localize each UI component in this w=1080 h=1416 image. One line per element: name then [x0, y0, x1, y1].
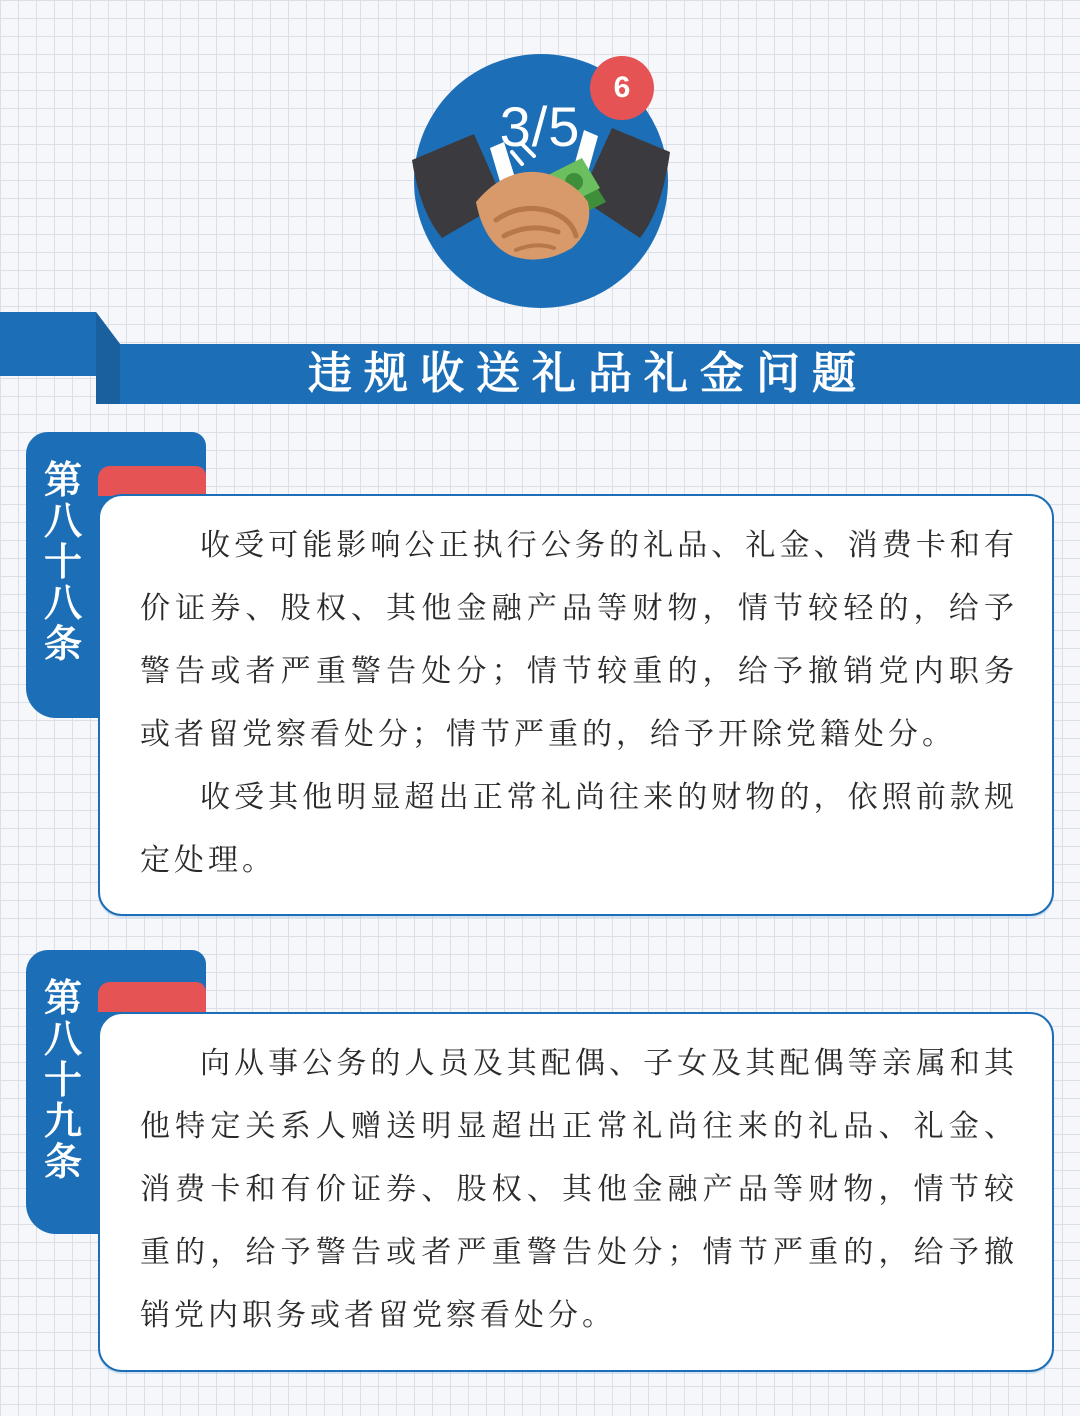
article-label-text: 第八十九条	[43, 976, 82, 1184]
article-label-88	[26, 460, 100, 665]
article-tab-accent	[98, 982, 206, 1012]
article-body	[140, 1032, 1018, 1347]
notification-badge: 6	[590, 56, 654, 120]
article-tab-accent	[98, 466, 206, 496]
paragraph: 向从事公务的人员及其配偶、子女及其配偶等亲属和其他特定关系人赠送明显超出正常礼尚往来的礼品、礼金、消费卡和有价证券、股权、其他金融产品等财物，情节较重的，给予警告或者严重警告处分；情节严重的，给予撤销党内职务或者留党察看处分。	[140, 1046, 1018, 1333]
section-title: 违规收送礼品礼金问题	[308, 348, 868, 399]
paragraph: 收受可能影响公正执行公务的礼品、礼金、消费卡和有价证券、股权、其他金融产品等财物，情节较轻的，给予警告或者严重警告处分；情节较重的，给予撤销党内职务或者留党察看处分；情节严重的，给予开除党籍处分。	[140, 528, 1018, 752]
page-counter: 3/5	[499, 95, 581, 158]
article-label-text: 第八十八条	[43, 458, 82, 666]
title-banner	[96, 312, 1080, 404]
article-card-88	[98, 494, 1054, 916]
article-card-89	[98, 1012, 1054, 1372]
banner-tab	[0, 312, 96, 376]
article-label-89	[26, 978, 100, 1183]
article-body	[140, 514, 1018, 892]
paragraph: 收受其他明显超出正常礼尚往来的财物的，依照前款规定处理。	[140, 780, 1018, 878]
